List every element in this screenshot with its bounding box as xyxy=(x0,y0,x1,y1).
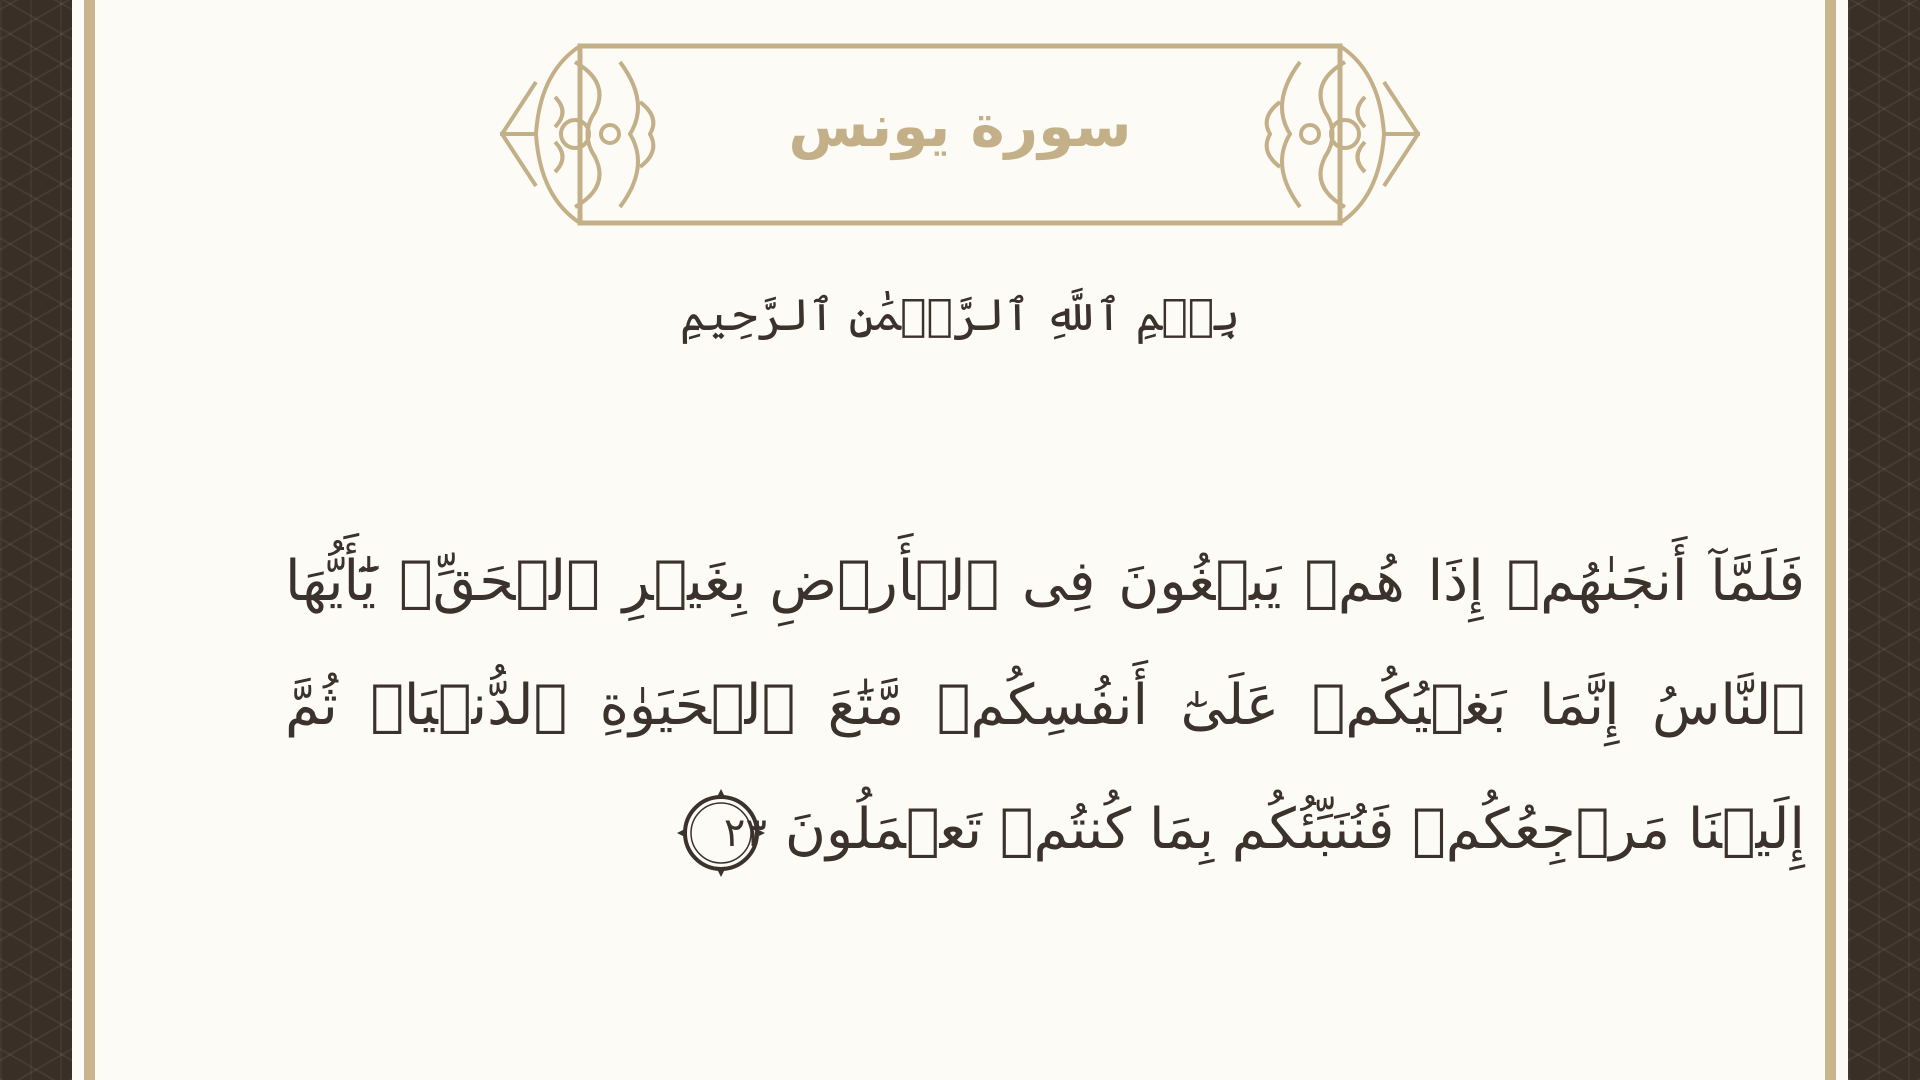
ayah-number: ٢٣ xyxy=(723,809,767,856)
basmala: بِسۡمِ ٱللَّهِ ٱلرَّحۡمَٰنِ ٱلرَّحِيمِ xyxy=(679,290,1241,341)
surah-header-banner xyxy=(500,42,1420,227)
right-gold-rule xyxy=(1825,0,1836,1080)
verse-block xyxy=(285,520,1805,892)
surah-title: سورة يونس xyxy=(788,92,1132,160)
right-pattern-border xyxy=(1848,0,1920,1080)
right-arabesque-icon xyxy=(1267,46,1420,223)
verse-text: فَلَمَّآ أَنجَىٰهُمۡ إِذَا هُمۡ يَبۡغُونَ فِى ٱلۡأَرۡضِ بِغَيۡرِ ٱلۡحَقِّۗ يَٰٓأَيُّهَا ٱلنَّاسُ إِنَّمَا بَغۡيُكُمۡ عَلَىٰٓ أَنفُسِكُمۖ مَّتَٰعَ ٱلۡحَيَوٰةِ ٱلدُّنۡيَاۖ ثُمَّ إِلَيۡنَا مَرۡجِعُكُمۡ فَنُنَبِّئُكُم بِمَا كُنتُمۡ تَعۡمَلُونَ xyxy=(285,549,1805,862)
left-pattern-border xyxy=(0,0,72,1080)
ayah-end-marker xyxy=(675,787,767,879)
left-gold-rule xyxy=(84,0,95,1080)
left-arabesque-icon xyxy=(500,46,653,223)
